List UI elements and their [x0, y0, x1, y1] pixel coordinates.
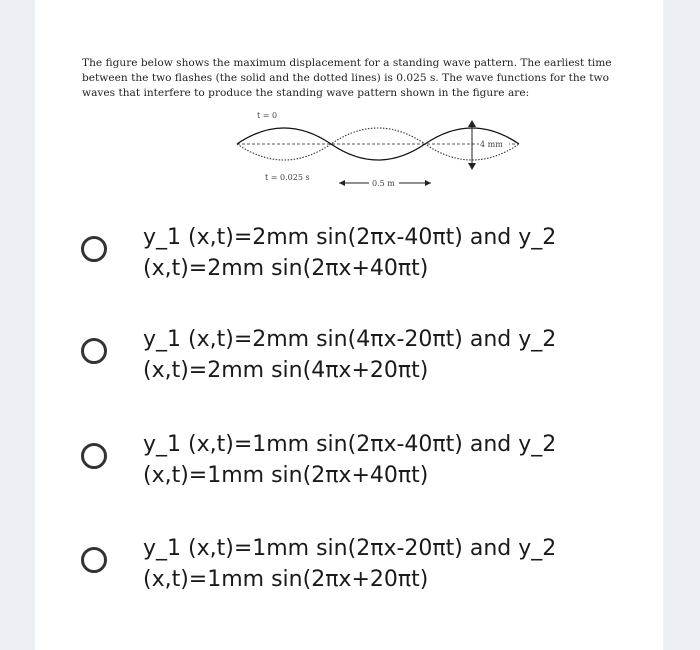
radio-button[interactable] [81, 338, 107, 364]
option-2[interactable] [81, 324, 641, 404]
option-4[interactable] [81, 533, 641, 613]
question-text: The figure below shows the maximum displacement for a standing wave pattern. The earliest time between the two flashes (the solid and the dotted lines) is 0.025 s. The wave functions for the two waves that interfere to produce the standing wave pattern shown in the figure are: [82, 57, 612, 99]
option-text: y_1 (x,t)=2mm sin(2πx-40πt) and y_2 (x,t)=2mm sin(2πx+40πt) [143, 225, 557, 281]
standing-wave-figure [217, 108, 537, 190]
radio-button[interactable] [81, 443, 107, 469]
amplitude-arrow-down [468, 163, 476, 170]
option-1[interactable] [81, 222, 641, 302]
amplitude-arrow-up [468, 120, 476, 127]
radio-button[interactable] [81, 547, 107, 573]
radio-button[interactable] [81, 236, 107, 262]
length-arrowhead-left [339, 180, 345, 186]
option-text: y_1 (x,t)=1mm sin(2πx-20πt) and y_2 (x,t)=1mm sin(2πx+20πt) [143, 536, 557, 592]
option-3[interactable] [81, 429, 641, 509]
option-text: y_1 (x,t)=1mm sin(2πx-40πt) and y_2 (x,t)=1mm sin(2πx+40πt) [143, 432, 557, 488]
label-length: 0.5 m [372, 179, 395, 188]
option-text: y_1 (x,t)=2mm sin(4πx-20πt) and y_2 (x,t)=2mm sin(4πx+20πt) [143, 327, 557, 383]
label-t1: t = 0.025 s [265, 173, 310, 182]
length-arrowhead-right [425, 180, 431, 186]
label-amplitude: 4 mm [480, 140, 503, 149]
label-t0: t = 0 [257, 111, 278, 120]
question-card [35, 0, 663, 650]
